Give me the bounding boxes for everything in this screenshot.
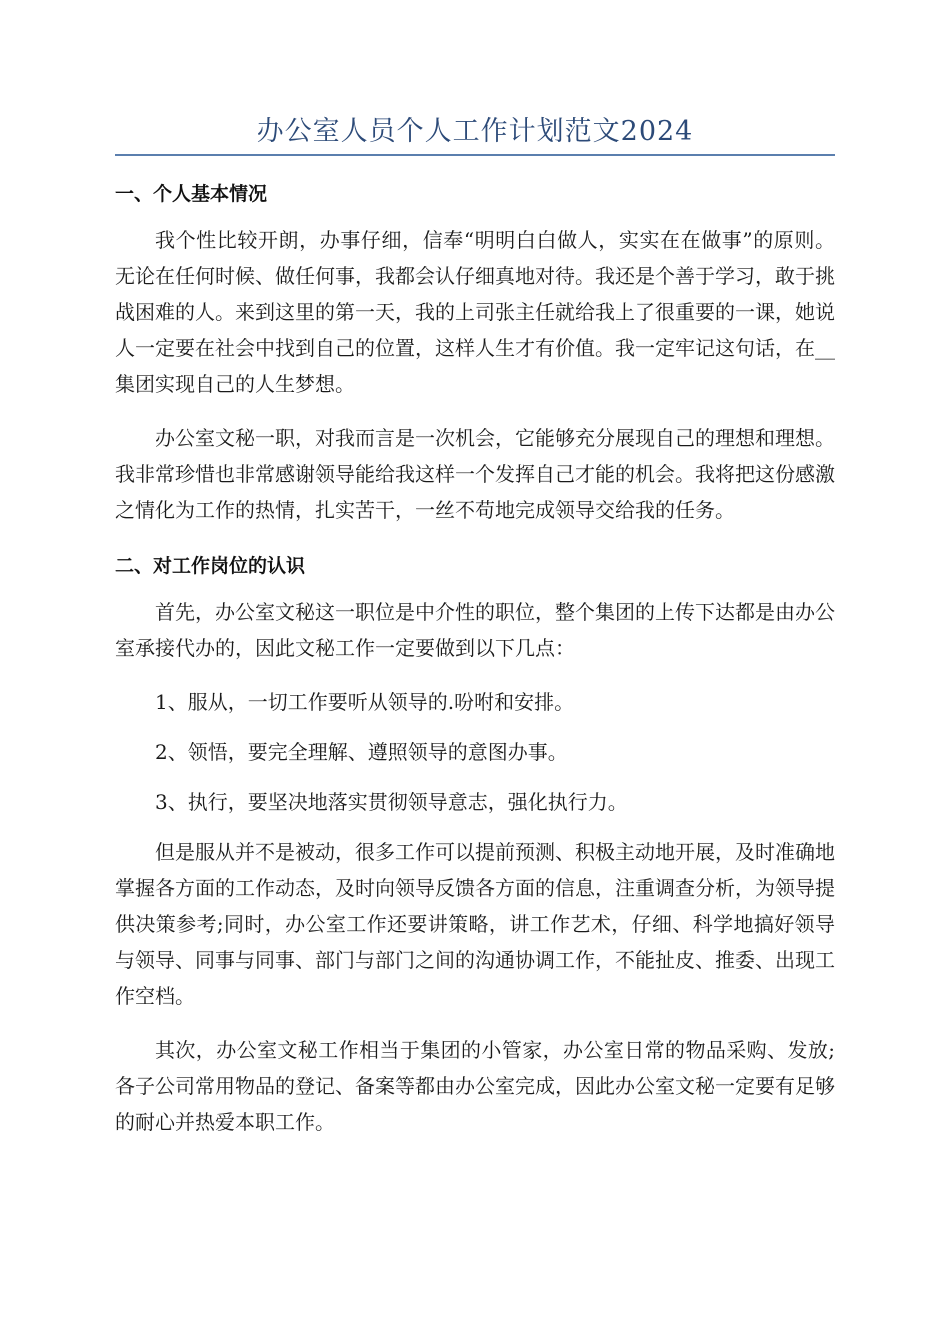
list-item: 2、领悟，要完全理解、遵照领导的意图办事。	[155, 740, 568, 764]
section-heading-2: 二、对工作岗位的认识	[115, 555, 306, 577]
list-item: 1、服从，一切工作要听从领导的.吩咐和安排。	[155, 690, 575, 714]
paragraph: 但是服从并不是被动，很多工作可以提前预测、积极主动地开展，及时准确地掌握各方面的工作动态，及时向领导反馈各方面的信息，注重调查分析，为领导提供决策参考;同时，办公室工作还要讲策略，讲工作艺术，仔细、科学地搞好领导与领导、同事与同事、部门与部门之间的沟通协调工作，不能扯皮、推委、出现工作空档。	[115, 840, 835, 1008]
section-heading-1: 一、个人基本情况	[115, 183, 268, 205]
list-item: 3、执行，要坚决地落实贯彻领导意志，强化执行力。	[155, 790, 628, 814]
paragraph: 办公室文秘一职，对我而言是一次机会，它能够充分展现自己的理想和理想。我非常珍惜也非常感谢领导能给我这样一个发挥自己才能的机会。我将把这份感激之情化为工作的热情，扎实苦干，一丝不苟地完成领导交给我的任务。	[115, 426, 835, 522]
document-body	[115, 174, 835, 1158]
paragraph: 其次，办公室文秘工作相当于集团的小管家，办公室日常的物品采购、发放;各子公司常用物品的登记、备案等都由办公室完成，因此办公室文秘一定要有足够的耐心并热爱本职工作。	[115, 1038, 835, 1134]
paragraph: 首先，办公室文秘这一职位是中介性的职位，整个集团的上传下达都是由办公室承接代办的，因此文秘工作一定要做到以下几点：	[115, 600, 835, 660]
document-title: 办公室人员个人工作计划范文2024	[256, 116, 694, 147]
paragraph: 我个性比较开朗，办事仔细，信奉“明明白白做人，实实在在做事”的原则。无论在任何时候、做任何事，我都会认仔细真地对待。我还是个善于学习，敢于挑战困难的人。来到这里的第一天，我的上司张主任就给我上了很重要的一课，她说人一定要在社会中找到自己的位置，这样人生才有价值。我一定牢记这句话，在__集团实现自己的人生梦想。	[115, 228, 835, 396]
title-underline	[115, 154, 835, 156]
